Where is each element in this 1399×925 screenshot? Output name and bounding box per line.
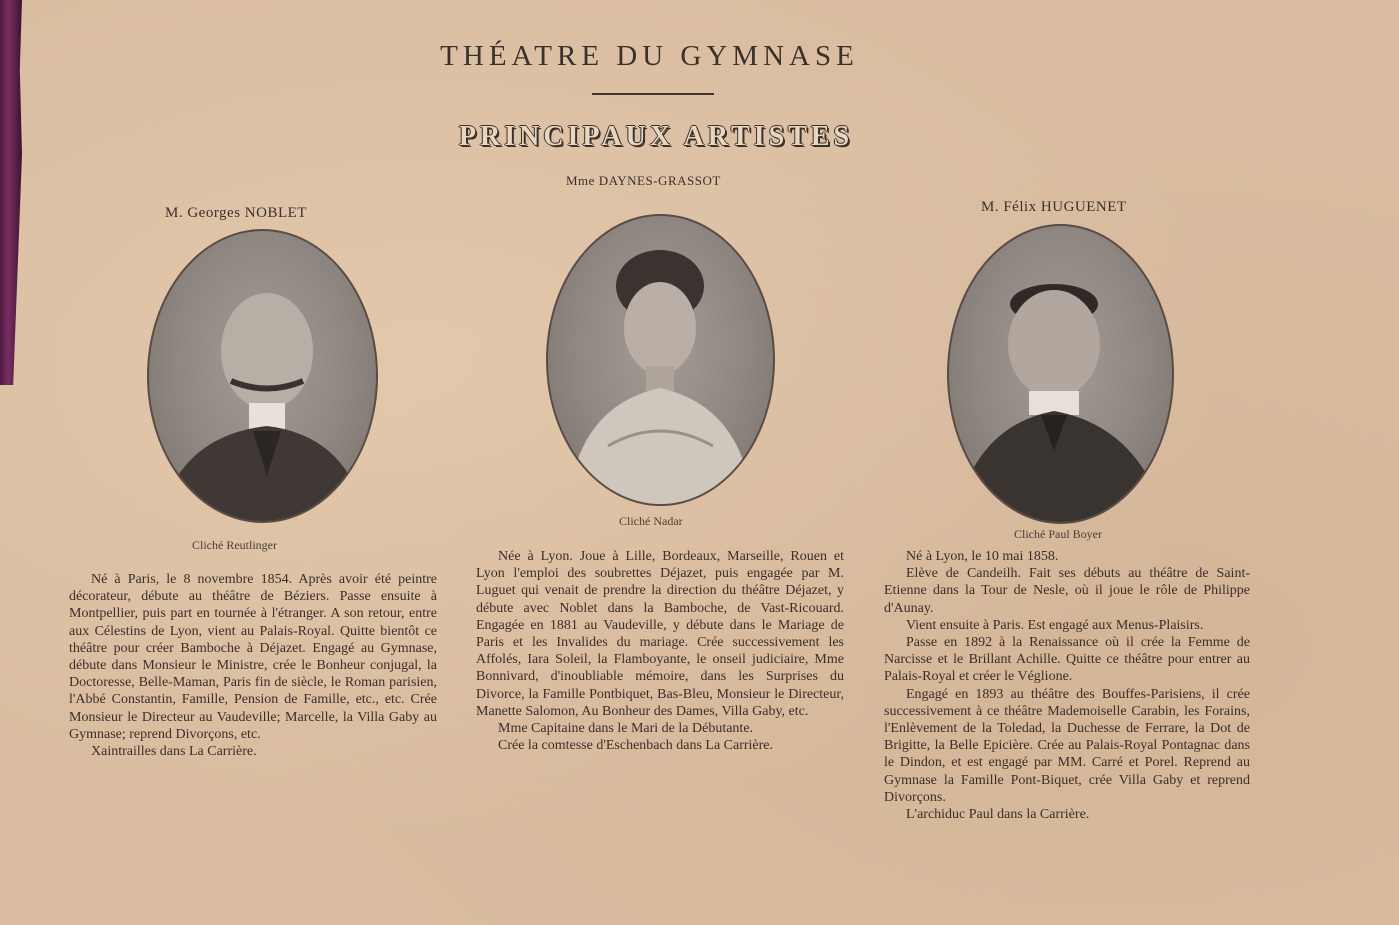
portrait-woman-figure xyxy=(548,216,773,504)
bio-right-paragraph: Elève de Candeilh. Fait ses débuts au théâtre de Saint-Etienne dans la Tour de Nesle, où il joue le rôle de Philippe d'Aunay. xyxy=(884,566,1250,616)
bio-center xyxy=(476,548,844,754)
bio-left-paragraph: Xaintrailles dans La Carrière. xyxy=(91,744,257,760)
bio-right-paragraph: Passe en 1892 à la Renaissance où il crée la Femme de Narcisse et le Brillant Achille. Quitte ce théâtre pour entrer au Palais-Royal et créer le Véglione. xyxy=(884,635,1250,685)
page-subtitle: PRINCIPAUX ARTISTES xyxy=(458,121,854,152)
artist-name-right: M. Félix HUGUENET xyxy=(981,199,1127,215)
bio-left xyxy=(69,571,437,760)
bio-right xyxy=(884,548,1250,823)
bio-right-paragraph: Né à Lyon, le 10 mai 1858. xyxy=(906,549,1059,564)
photo-credit-center: Cliché Nadar xyxy=(619,514,683,528)
title-divider xyxy=(592,93,714,95)
portrait-daynes-grassot xyxy=(546,214,775,506)
artist-name-center: Mme DAYNES-GRASSOT xyxy=(566,173,721,188)
bio-center-paragraph: Née à Lyon. Joue à Lille, Bordeaux, Marseille, Rouen et Lyon l'emploi des soubrettes Déjazet, puis engagée par M. Luguet qui venait de prendre la direction du théâtre Déjazet, y débute avec Noblet dans la Bamboche, de Vast-Ricouard. Engagée en 1881 au Vaudeville, y débute dans le Mariage de Paris et les Invalides du mariage. Crée successivement les Affolés, Iara Soleil, la Flamboyante, le onseil judiciaire, Mme Bonnivard, d'inoubliable mémoire, dans les Surprises du Divorce, la Famille Pontbiquet, Bas-Bleu, Monsieur le Directeur, Manette Salomon, Au Bonheur des Dames, Villa Gaby, etc. xyxy=(476,549,844,719)
photo-credit-left: Cliché Reutlinger xyxy=(192,538,277,552)
bio-center-paragraph: Crée la comtesse d'Eschenbach dans La Carrière. xyxy=(498,738,774,754)
bio-center-paragraph: Mme Capitaine dans le Mari de la Débutante. xyxy=(498,721,754,737)
portrait-huguenet xyxy=(947,224,1174,524)
bio-left-paragraph: Né à Paris, le 8 novembre 1854. Après avoir été peintre décorateur, débute au théâtre de Béziers. Passe ensuite à Montpellier, puis part en tournée à l'étranger. A son retour, entre aux Célestins de Lyon, vient au Palais-Royal. Quitte bientôt ce théâtre pour créer Bamboche à Déjazet. Engagé au Gymnase, débute dans Monsieur le Ministre, crée le Bonheur conjugal, la Doctoresse, Belle-Maman, Paris fin de siècle, le Roman parisien, l'Abbé Constantin, Famille, Pension de Famille, etc., etc. Crée Monsieur le Directeur au Vaudeville; Marcelle, la Villa Gaby au Gymnase; reprend Divorçons, etc. xyxy=(69,572,437,742)
artist-name-left: M. Georges NOBLET xyxy=(165,205,307,221)
bio-right-paragraph: L'archiduc Paul dans la Carrière. xyxy=(906,807,1090,823)
bio-right-paragraph: Engagé en 1893 au théâtre des Bouffes-Parisiens, il crée successivement à ce théâtre Mademoiselle Carabin, les Forains, l'Enlèvement de la Toledad, la Duchesse de Ferrare, la Dot de Brigitte, la Belle Epicière. Crée au Palais-Royal Pontagnac dans le Dindon, et est engagé par MM. Carré et Porel. Reprend au Gymnase la Famille Pont-Biquet, crée Villa Gaby et reprend Divorçons. xyxy=(884,686,1250,805)
photo-credit-right: Cliché Paul Boyer xyxy=(1014,527,1102,541)
bio-right-paragraph: Vient ensuite à Paris. Est engagé aux Menus-Plaisirs. xyxy=(906,617,1204,633)
portrait-man-figure-right xyxy=(949,226,1172,522)
portrait-man-figure-left xyxy=(149,231,376,521)
portrait-noblet xyxy=(147,229,378,523)
page-title: THÉATRE DU GYMNASE xyxy=(440,40,859,72)
